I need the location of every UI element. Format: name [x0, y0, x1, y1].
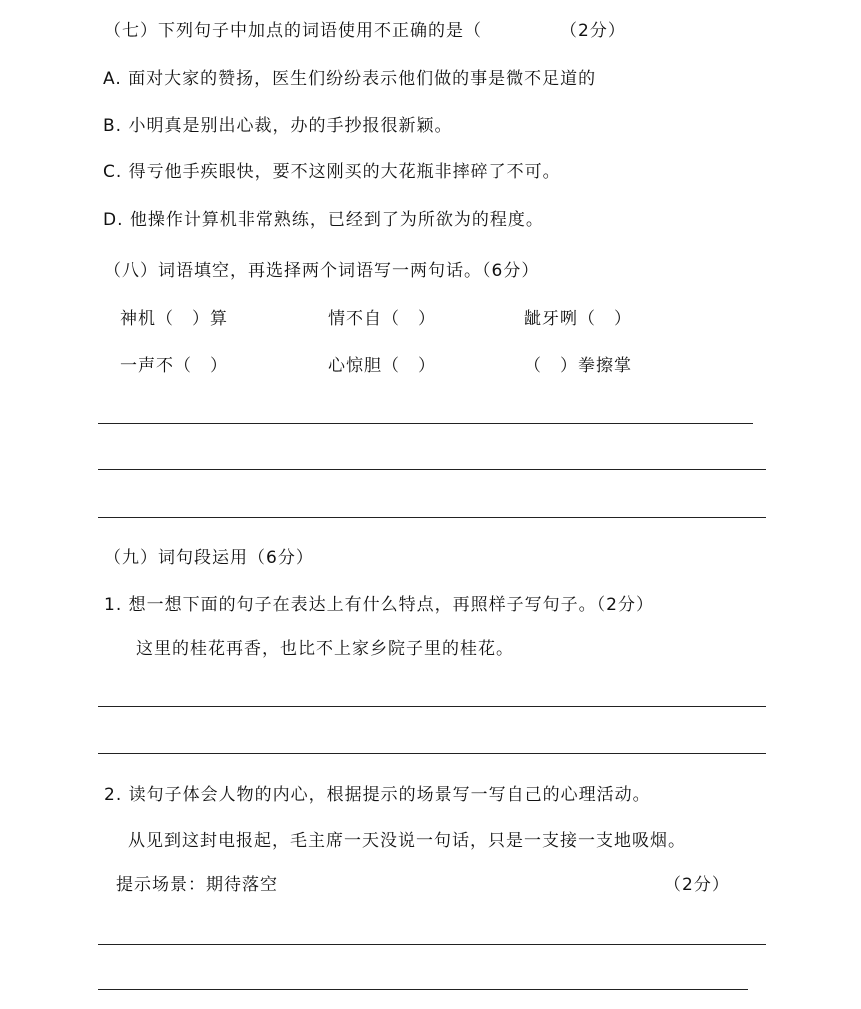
answer-line	[98, 469, 766, 470]
question-2-sentence: 从见到这封电报起，毛主席一天没说一句话，只是一支接一支地吸烟。	[128, 831, 686, 851]
question-1-prompt: 1. 想一想下面的句子在表达上有什么特点，再照样子写句子。（2分）	[104, 595, 654, 615]
answer-line	[98, 944, 766, 945]
section-7-option-d: D. 他操作计算机非常熟练，已经到了为所欲为的程度。	[103, 210, 544, 230]
question-2-score: （2分）	[664, 875, 730, 895]
answer-line	[98, 423, 753, 424]
section-7-score: （2分）	[560, 21, 626, 41]
idiom-blank-3: 龇牙咧（ ）	[524, 309, 632, 329]
section-7-option-a: A. 面对大家的赞扬，医生们纷纷表示他们做的事是微不足道的	[103, 69, 597, 89]
section-8-title: （八）词语填空，再选择两个词语写一两句话。（6分）	[104, 261, 540, 281]
idiom-blank-4: 一声不（ ）	[120, 356, 228, 376]
answer-line	[98, 517, 766, 518]
idiom-blank-5: 心惊胆（ ）	[328, 356, 436, 376]
question-1-example: 这里的桂花再香，也比不上家乡院子里的桂花。	[136, 639, 514, 659]
section-7-option-b: B. 小明真是别出心裁，办的手抄报很新颖。	[103, 116, 453, 136]
answer-line	[98, 989, 748, 990]
answer-line	[98, 706, 766, 707]
idiom-blank-2: 情不自（ ）	[328, 309, 436, 329]
section-7-option-c: C. 得亏他手疾眼快，要不这刚买的大花瓶非摔碎了不可。	[103, 162, 561, 182]
answer-line	[98, 753, 766, 754]
section-9-title: （九）词句段运用（6分）	[104, 548, 314, 568]
question-2-prompt: 2. 读句子体会人物的内心，根据提示的场景写一写自己的心理活动。	[104, 785, 651, 805]
question-2-hint: 提示场景：期待落空	[116, 875, 278, 895]
idiom-blank-1: 神机（ ）算	[120, 309, 228, 329]
idiom-blank-6: （ ）拳擦掌	[524, 356, 632, 376]
section-7-title: （七）下列句子中加点的词语使用不正确的是（	[104, 21, 482, 41]
